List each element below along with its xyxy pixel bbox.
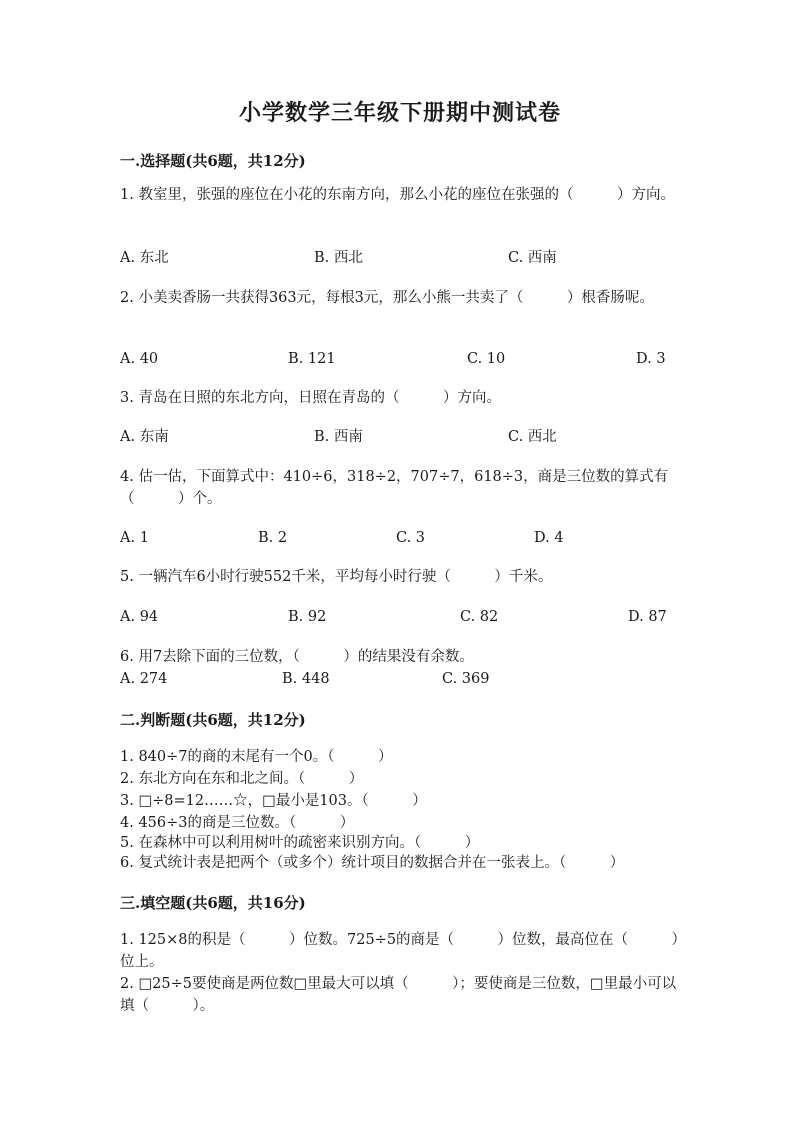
judgement-item: 4. 456÷3的商是三位数。（ ） bbox=[120, 815, 355, 831]
option: B. 92 bbox=[288, 609, 327, 625]
judgement-item: 2. 东北方向在东和北之间。（ ） bbox=[120, 771, 364, 787]
section-heading-fill-blank: 三.填空题(共6题，共16分) bbox=[120, 894, 306, 912]
option: D. 4 bbox=[534, 530, 564, 546]
question-stem: 2. 小美卖香肠一共获得363元，每根3元，那么小熊一共卖了（ ）根香肠呢。 bbox=[120, 290, 654, 306]
question-stem: 6. 用7去除下面的三位数，（ ）的结果没有余数。 bbox=[120, 649, 474, 665]
option: A. 东北 bbox=[120, 250, 169, 266]
options-row bbox=[120, 668, 680, 690]
question-stem: 1. 教室里，张强的座位在小花的东南方向，那么小花的座位在张强的（ ）方向。 bbox=[120, 187, 675, 203]
section-heading-choice: 一.选择题(共6题，共12分) bbox=[120, 152, 306, 170]
option: B. 448 bbox=[282, 671, 330, 687]
judgement-item: 6. 复式统计表是把两个（或多个）统计项目的数据合并在一张表上。（ ） bbox=[120, 855, 625, 871]
question-stem: 2. □25÷5要使商是两位数□里最大可以填（ ）；要使商是三位数，□里最小可以填（ ）。 bbox=[120, 976, 677, 1014]
option: A. 1 bbox=[120, 530, 149, 546]
option: D. 3 bbox=[636, 351, 666, 367]
option: A. 东南 bbox=[120, 429, 169, 445]
judgement-item: 5. 在森林中可以利用树叶的疏密来识别方向。（ ） bbox=[120, 835, 480, 851]
section-heading-judgement: 二.判断题(共6题，共12分) bbox=[120, 711, 306, 729]
option: C. 10 bbox=[467, 351, 506, 367]
question-stem: 3. 青岛在日照的东北方向，日照在青岛的（ ）方向。 bbox=[120, 390, 501, 406]
options-row bbox=[120, 527, 680, 549]
question-stem: 1. 125×8的积是（ ）位数。725÷5的商是（ ）位数，最高位在（ ）位上。 bbox=[120, 932, 679, 970]
option: B. 西北 bbox=[314, 250, 363, 266]
options-row bbox=[120, 606, 680, 628]
judgement-item: 1. 840÷7的商的末尾有一个0。（ ） bbox=[120, 749, 393, 765]
judgement-item: 3. □÷8=12……☆，□最小是103。（ ） bbox=[120, 793, 427, 809]
option: A. 274 bbox=[120, 671, 168, 687]
page-title: 小学数学三年级下册期中测试卷 bbox=[238, 100, 561, 126]
options-row bbox=[120, 247, 680, 269]
option: A. 94 bbox=[120, 609, 159, 625]
options-row bbox=[120, 348, 680, 370]
option: C. 西北 bbox=[508, 429, 557, 445]
option: B. 2 bbox=[258, 530, 288, 546]
question-stem: 5. 一辆汽车6小时行驶552千米，平均每小时行驶（ ）千米。 bbox=[120, 569, 553, 585]
option: C. 369 bbox=[442, 671, 490, 687]
option: D. 87 bbox=[628, 609, 667, 625]
option: B. 121 bbox=[288, 351, 336, 367]
option: B. 西南 bbox=[314, 429, 363, 445]
question-stem: 4. 估一估，下面算式中：410÷6，318÷2，707÷7，618÷3，商是三位数的算式有（ ）个。 bbox=[120, 469, 669, 507]
option: C. 西南 bbox=[508, 250, 557, 266]
option: C. 82 bbox=[460, 609, 499, 625]
options-row bbox=[120, 426, 680, 448]
option: A. 40 bbox=[120, 351, 159, 367]
option: C. 3 bbox=[396, 530, 426, 546]
